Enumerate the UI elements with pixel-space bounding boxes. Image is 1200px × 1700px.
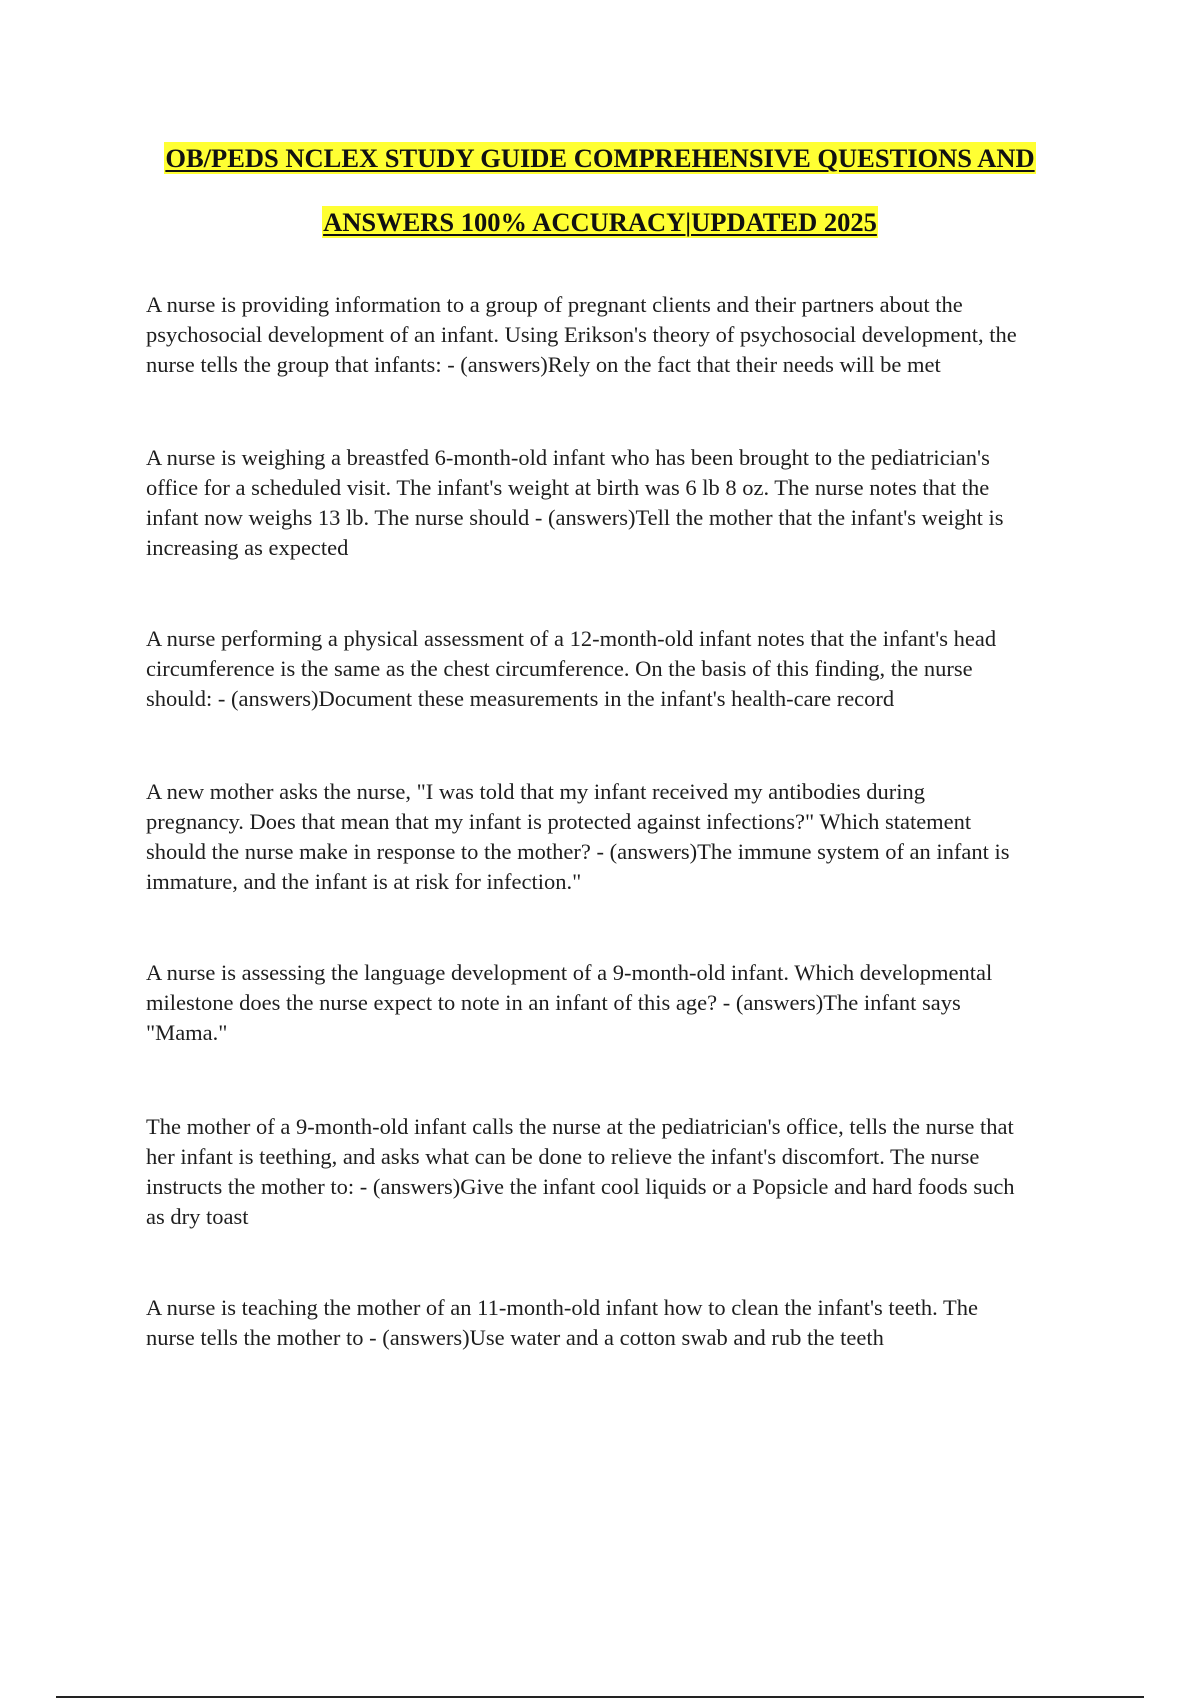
qa-item: A nurse is teaching the mother of an 11-month-old infant how to clean the infant's teeth. The nurse tells the mother to - (answers)Use water and a cotton swab and rub the teeth — [146, 1295, 978, 1350]
qa-item: A nurse performing a physical assessment of a 12-month-old infant notes that the infant's head circumference is the same as the chest circumference. On the basis of this finding, the nurse should: - (answers)Document these measurements in the infant's health-care record — [146, 626, 997, 711]
title-line-2: ANSWERS 100% ACCURACY|UPDATED 2025 — [323, 207, 877, 237]
qa-item: A nurse is weighing a breastfed 6-month-old infant who has been brought to the pediatrician's office for a scheduled visit. The infant's weight at birth was 6 lb 8 oz. The nurse notes that the infant now weighs 13 lb. The nurse should - (answers)Tell the mother that the infant's weight is increasing as expected — [146, 445, 1004, 560]
title-line-1: OB/PEDS NCLEX STUDY GUIDE COMPREHENSIVE QUESTIONS AND — [165, 143, 1035, 173]
page-bottom-rule — [56, 1696, 1144, 1698]
qa-item: The mother of a 9-month-old infant calls the nurse at the pediatrician's office, tells the nurse that her infant is teething, and asks what can be done to relieve the infant's discomfort. The nurse instructs the mother to: - (answers)Give the infant cool liquids or a Popsicle and hard foods such as dry toast — [146, 1114, 1015, 1229]
qa-item: A nurse is assessing the language development of a 9-month-old infant. Which developmental milestone does the nurse expect to note in an infant of this age? - (answers)The infant says "Mama." — [146, 960, 993, 1045]
qa-item: A nurse is providing information to a group of pregnant clients and their partners about the psychosocial development of an infant. Using Erikson's theory of psychosocial development, the nurse tells the group that infants: - (answers)Rely on the fact that their needs will be met — [146, 292, 1017, 377]
document-title — [0, 142, 1200, 238]
qa-item: A new mother asks the nurse, "I was told that my infant received my antibodies during pregnancy. Does that mean that my infant is protected against infections?" Which statement should the nurse make in response to the mother? - (answers)The immune system of an infant is immature, and the infant is at risk for infection." — [146, 779, 1010, 894]
